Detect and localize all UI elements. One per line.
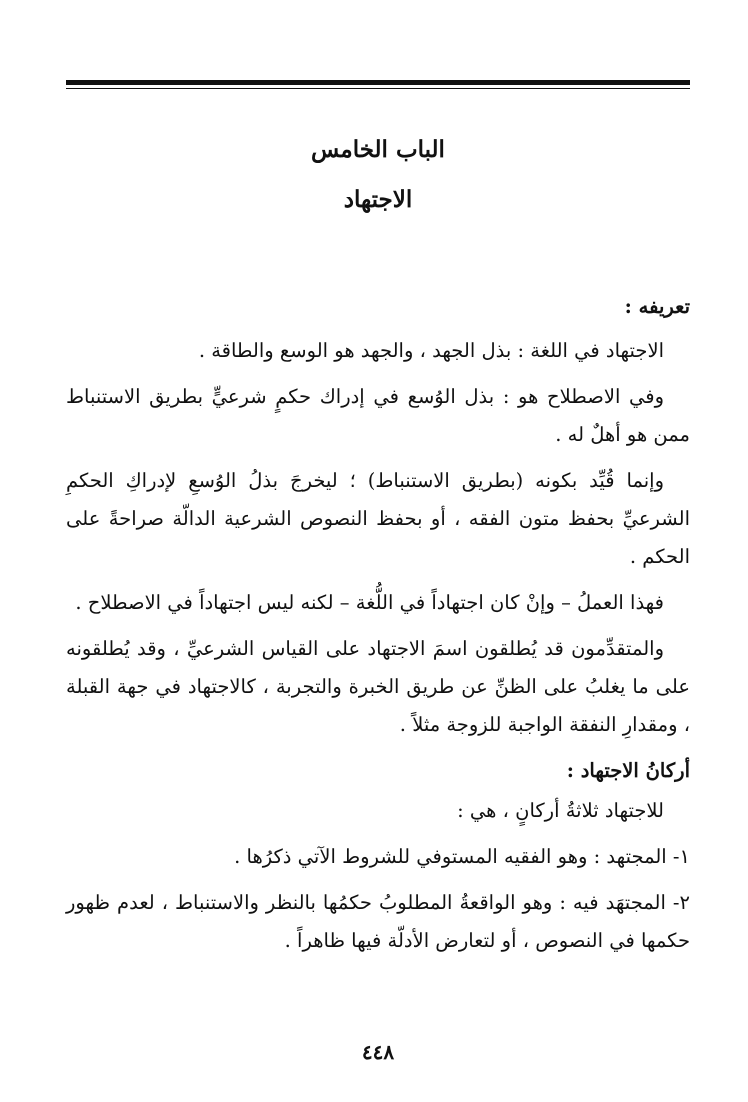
paragraph-technical: وفي الاصطلاح هو : بذل الوُسع في إدراك حكمٍ شرعيٍّ بطريق الاستنباط ممن هو أهلٌ له . <box>66 385 690 446</box>
paragraph-early-usage: والمتقدِّمون قد يُطلقون اسمَ الاجتهاد على القياس الشرعيِّ ، وقد يُطلقونه على ما يغلبُ على الظنِّ عن طريق الخبرة والتجربة ، كالاجتهاد في جهة القبلة ، ومقدارِ النفقة الواجبة للزوجة مثلاً . <box>66 637 690 736</box>
header-rule-thin <box>66 88 690 89</box>
paragraph-pillars-intro: للاجتهاد ثلاثةُ أركانٍ ، هي : <box>457 799 664 822</box>
page-body <box>66 288 690 968</box>
list-item: ٢- المجتهَد فيه : وهو الواقعةُ المطلوبُ حكمُها بالنظر والاستنباط ، لعدم ظهور حكمها في النصوص ، أو لتعارض الأدلّة فيها ظاهراً . <box>66 891 690 952</box>
page-number: ٤٤٨ <box>361 1040 395 1064</box>
header-rule-thick <box>66 80 690 85</box>
paragraph-restriction: وإنما قُيِّد بكونه (بطريق الاستنباط) ؛ ليخرجَ بذلُ الوُسعِ لإدراكِ الحكمِ الشرعيِّ بحفظ متون الفقه ، أو بحفظ النصوص الشرعية الدالّة صراحةً على الحكم . <box>66 469 690 568</box>
topic-title: الاجتهاد <box>343 186 413 213</box>
definition-heading: تعريفه : <box>624 295 690 318</box>
paragraph-not-ijtihad: فهذا العملُ – وإنْ كان اجتهاداً في اللُّغة – لكنه ليس اجتهاداً في الاصطلاح . <box>75 591 664 614</box>
chapter-title: الباب الخامس <box>311 136 445 163</box>
paragraph-linguistic: الاجتهاد في اللغة : بذل الجهد ، والجهد هو الوسع والطاقة . <box>198 339 664 362</box>
pillars-heading: أركانُ الاجتهاد : <box>566 759 690 782</box>
list-item: ١- المجتهد : وهو الفقيه المستوفي للشروط الآتي ذكرُها . <box>234 845 690 868</box>
